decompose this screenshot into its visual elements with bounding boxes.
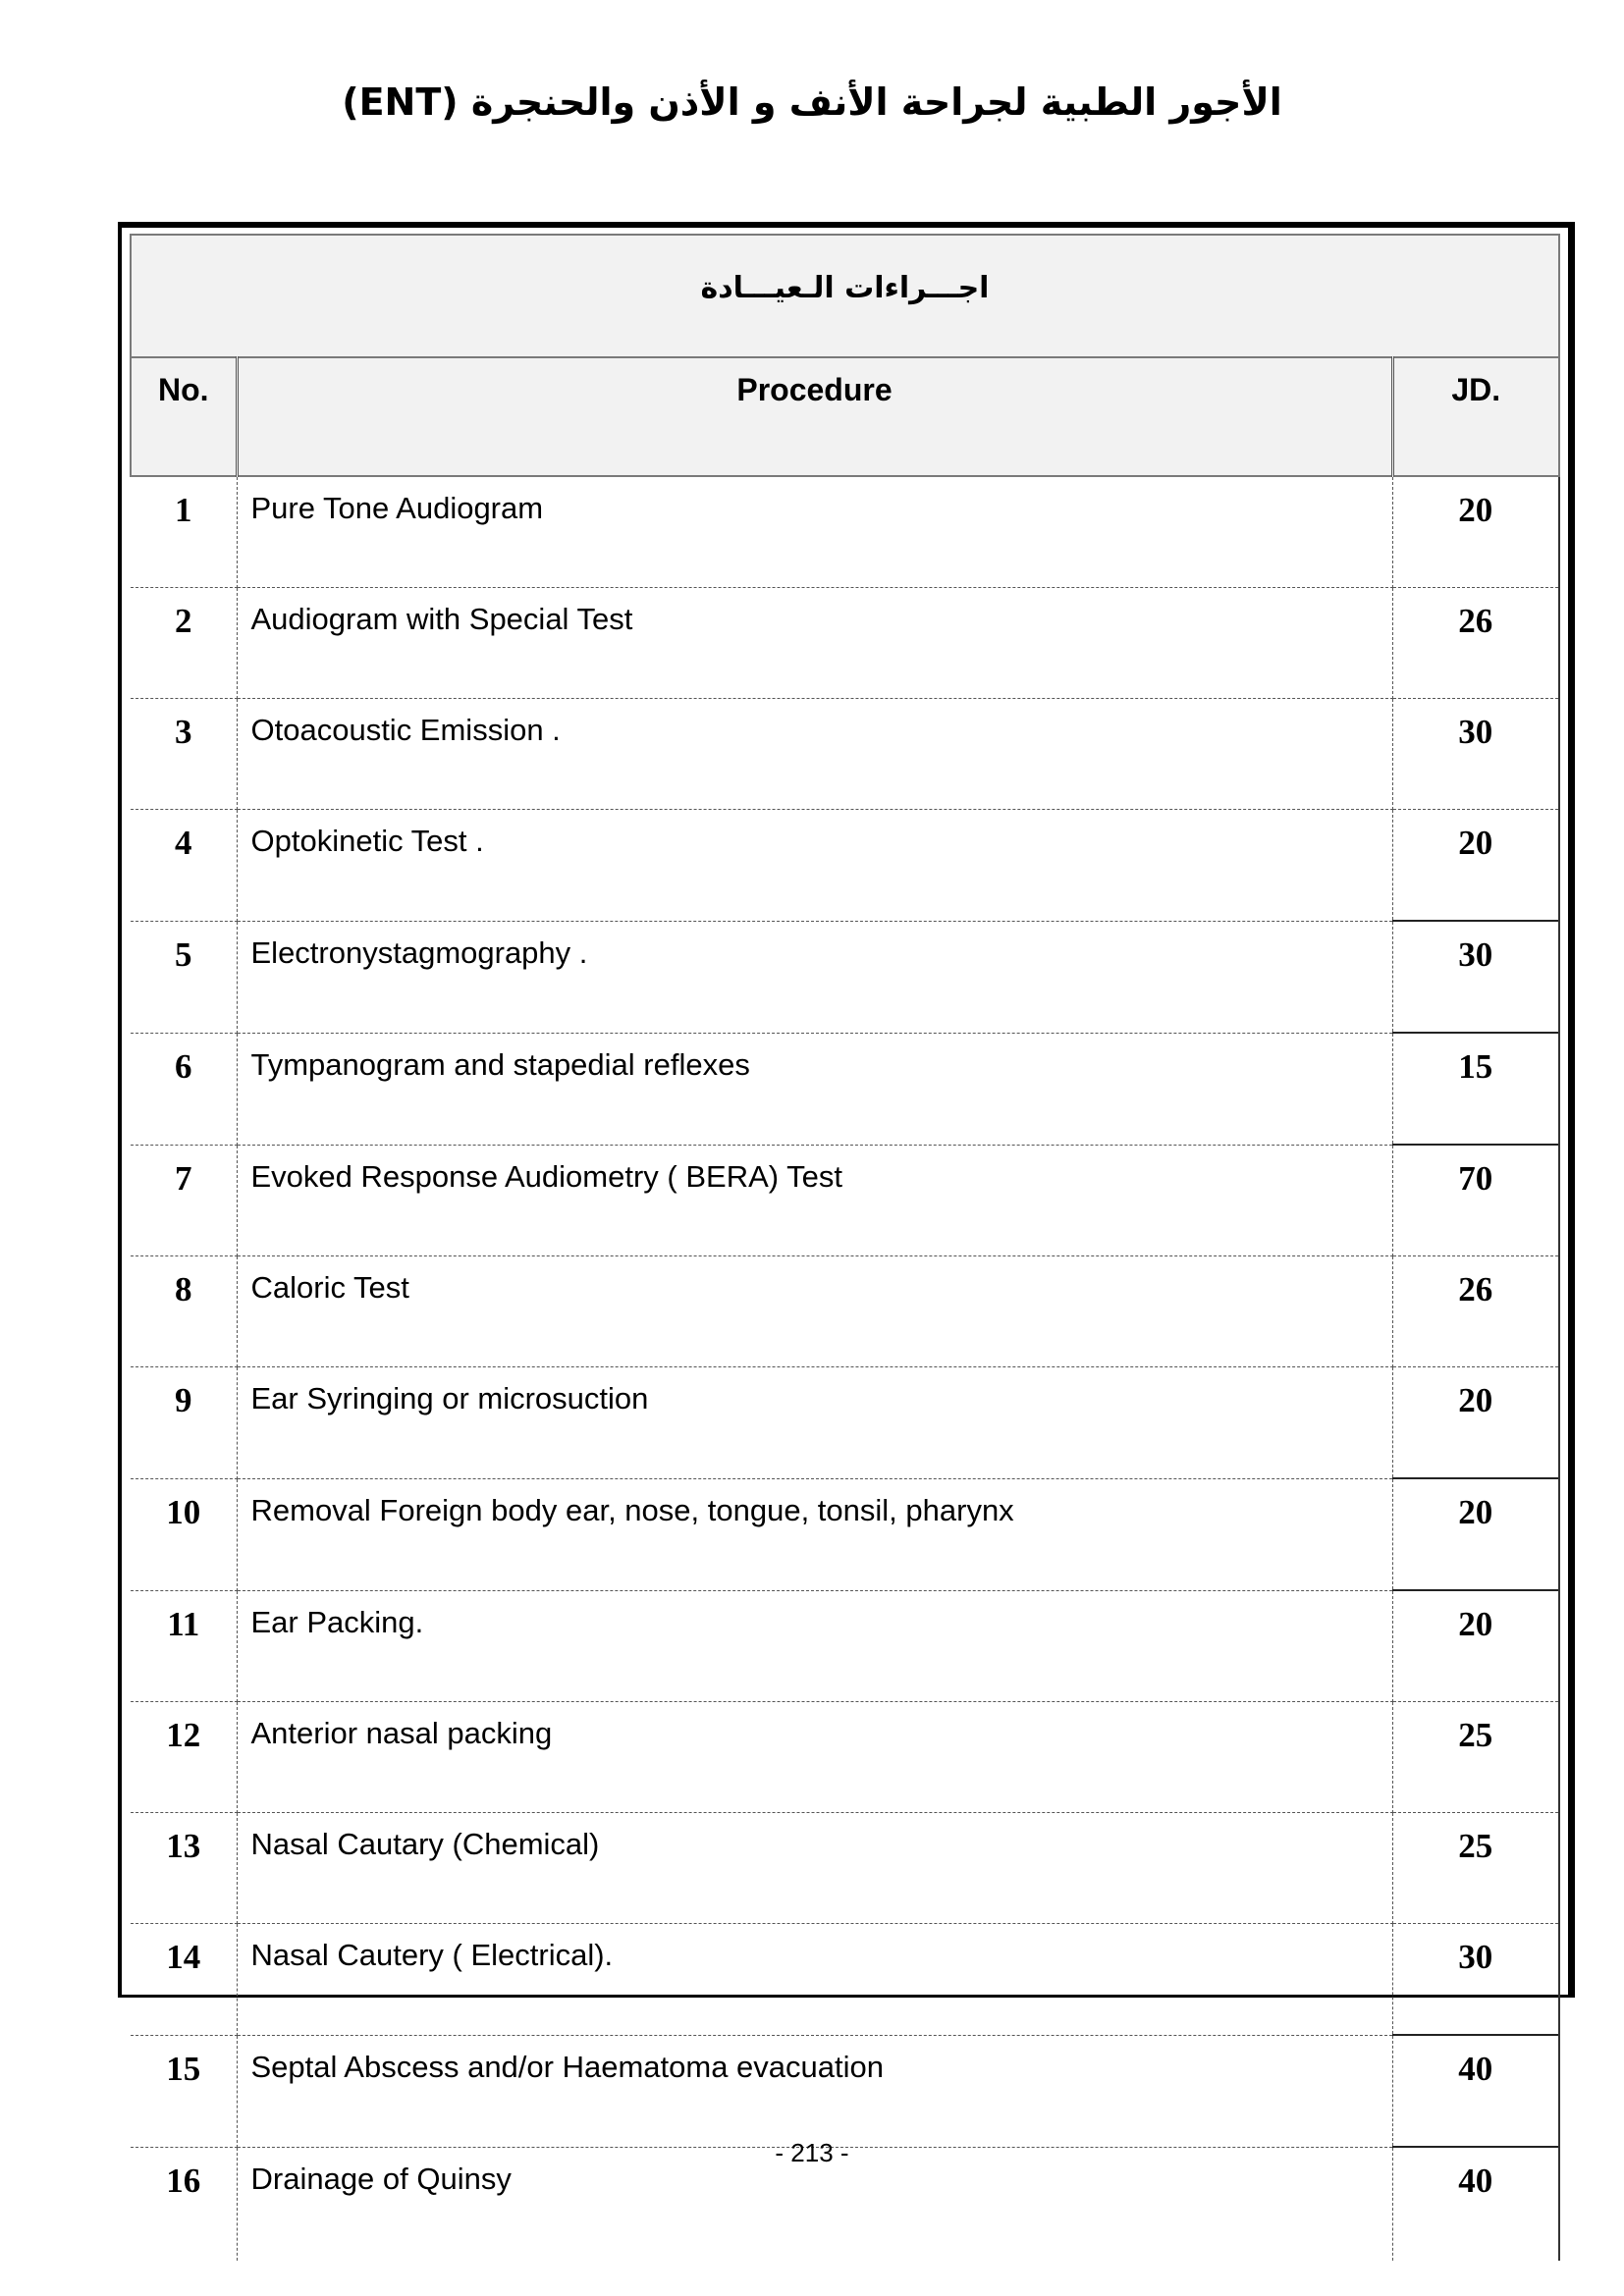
page-title: الأجور الطبية لجراحة الأنف و الأذن والحنجرة (ENT)	[342, 80, 1282, 124]
header-no: No.	[131, 357, 237, 476]
row-number: 3	[131, 699, 237, 810]
fee-jd: 26	[1392, 588, 1559, 699]
table-row	[131, 2035, 1559, 2147]
table-body	[131, 476, 1559, 2261]
fee-jd: 20	[1392, 476, 1559, 588]
row-number: 1	[131, 476, 237, 588]
table-row	[131, 588, 1559, 699]
row-number: 16	[131, 2147, 237, 2261]
procedure-name: Tympanogram and stapedial reflexes	[237, 1033, 1392, 1145]
procedure-name: Ear Packing.	[237, 1590, 1392, 1702]
procedure-name: Septal Abscess and/or Haematoma evacuation	[237, 2035, 1392, 2147]
fee-jd: 40	[1392, 2035, 1559, 2147]
procedure-name: Nasal Cautary (Chemical)	[237, 1813, 1392, 1924]
procedure-name: Electronystagmography .	[237, 921, 1392, 1033]
procedure-name: Drainage of Quinsy	[237, 2147, 1392, 2261]
fee-jd: 20	[1392, 1478, 1559, 1590]
table-row	[131, 921, 1559, 1033]
header-jd: JD.	[1392, 357, 1559, 476]
procedure-name: Removal Foreign body ear, nose, tongue, tonsil, pharynx	[237, 1478, 1392, 1590]
row-number: 13	[131, 1813, 237, 1924]
procedure-name: Audiogram with Special Test	[237, 588, 1392, 699]
fee-jd: 20	[1392, 1367, 1559, 1479]
fee-jd: 30	[1392, 1924, 1559, 2036]
table-row	[131, 1813, 1559, 1924]
column-header-row	[131, 357, 1559, 476]
row-number: 8	[131, 1256, 237, 1367]
table-row	[131, 1590, 1559, 1702]
fee-jd: 30	[1392, 921, 1559, 1033]
fee-jd: 26	[1392, 1256, 1559, 1367]
row-number: 5	[131, 921, 237, 1033]
fee-jd: 20	[1392, 810, 1559, 922]
procedure-name: Otoacoustic Emission .	[237, 699, 1392, 810]
row-number: 2	[131, 588, 237, 699]
fee-jd: 25	[1392, 1813, 1559, 1924]
section-title: اجـــراءات الـعيـــادة	[131, 235, 1559, 357]
row-number: 7	[131, 1145, 237, 1256]
section-header-row	[131, 235, 1559, 357]
procedure-name: Evoked Response Audiometry ( BERA) Test	[237, 1145, 1392, 1256]
table-row	[131, 1033, 1559, 1145]
table-row	[131, 1478, 1559, 1590]
fee-jd: 40	[1392, 2147, 1559, 2261]
fee-jd: 70	[1392, 1145, 1559, 1256]
page-number: - 213 -	[775, 2138, 849, 2167]
fee-jd: 30	[1392, 699, 1559, 810]
table-row	[131, 1702, 1559, 1813]
procedure-name: Optokinetic Test .	[237, 810, 1392, 922]
procedure-name: Nasal Cautery ( Electrical).	[237, 1924, 1392, 2036]
fee-jd: 20	[1392, 1590, 1559, 1702]
procedure-name: Anterior nasal packing	[237, 1702, 1392, 1813]
table-row	[131, 810, 1559, 922]
table-row	[131, 476, 1559, 588]
table-row	[131, 1145, 1559, 1256]
fee-table	[130, 234, 1560, 2261]
row-number: 14	[131, 1924, 237, 2036]
fee-jd: 25	[1392, 1702, 1559, 1813]
procedure-name: Pure Tone Audiogram	[237, 476, 1392, 588]
row-number: 12	[131, 1702, 237, 1813]
row-number: 4	[131, 810, 237, 922]
row-number: 11	[131, 1590, 237, 1702]
table-row	[131, 1256, 1559, 1367]
procedure-name: Caloric Test	[237, 1256, 1392, 1367]
row-number: 15	[131, 2035, 237, 2147]
table-row	[131, 1924, 1559, 2036]
fee-jd: 15	[1392, 1033, 1559, 1145]
row-number: 6	[131, 1033, 237, 1145]
row-number: 9	[131, 1367, 237, 1479]
procedure-name: Ear Syringing or microsuction	[237, 1367, 1392, 1479]
table-row	[131, 1367, 1559, 1479]
row-number: 10	[131, 1478, 237, 1590]
table-row	[131, 699, 1559, 810]
header-procedure: Procedure	[237, 357, 1392, 476]
